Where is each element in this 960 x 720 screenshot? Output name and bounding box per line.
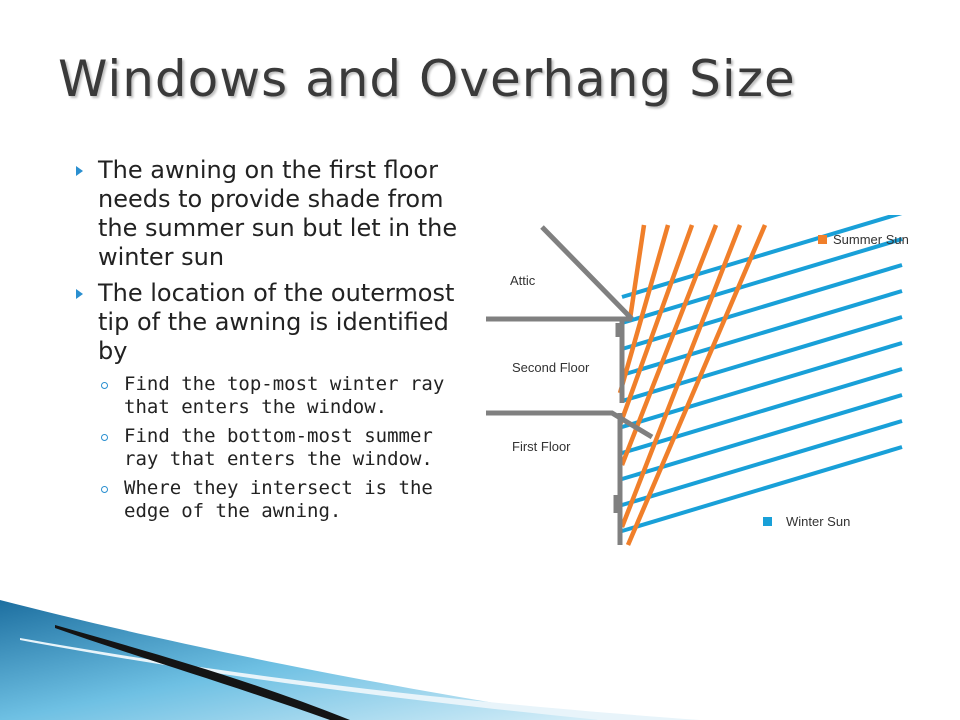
summer-ray	[620, 225, 692, 425]
winter-ray	[622, 239, 902, 323]
winter-rays	[622, 215, 902, 531]
winter-legend-swatch	[763, 517, 772, 526]
footer-decoration	[0, 600, 960, 720]
circle-bullet-icon	[101, 382, 108, 389]
circle-bullet-icon	[101, 486, 108, 493]
bullet-text: The awning on the first floor needs to provide shade from the summer sun but let in the winter sun	[98, 156, 458, 271]
arrow-bullet-icon	[76, 166, 83, 176]
overhang-diagram	[480, 215, 910, 555]
bullet-text: The location of the outermost tip of the awning is identified by	[98, 279, 455, 365]
circle-bullet-icon	[101, 434, 108, 441]
sub-bullet-text: Find the bottom-most summer ray that enters the window.	[124, 425, 433, 470]
sub-bullet-item	[72, 373, 467, 419]
bullet-item	[72, 156, 467, 272]
second-floor-label: Second Floor	[512, 360, 590, 375]
summer-legend-swatch	[818, 235, 827, 244]
sub-bullet-item	[72, 425, 467, 471]
sub-bullet-text: Where they intersect is the edge of the awning.	[124, 477, 433, 522]
sub-bullet-item	[72, 477, 467, 523]
attic-label: Attic	[510, 273, 536, 288]
winter-ray	[622, 369, 902, 453]
slide-title: Windows and Overhang Size	[58, 50, 796, 108]
summer-legend-label: Summer Sun	[833, 232, 909, 247]
sub-bullet-text: Find the top-most winter ray that enters the window.	[124, 373, 445, 418]
bullet-list	[72, 156, 467, 529]
first-floor-label: First Floor	[512, 439, 571, 454]
summer-ray	[630, 225, 644, 319]
roof-overhang	[542, 227, 632, 319]
arrow-bullet-icon	[76, 289, 83, 299]
winter-legend-label: Winter Sun	[786, 514, 851, 529]
bullet-item	[72, 279, 467, 366]
